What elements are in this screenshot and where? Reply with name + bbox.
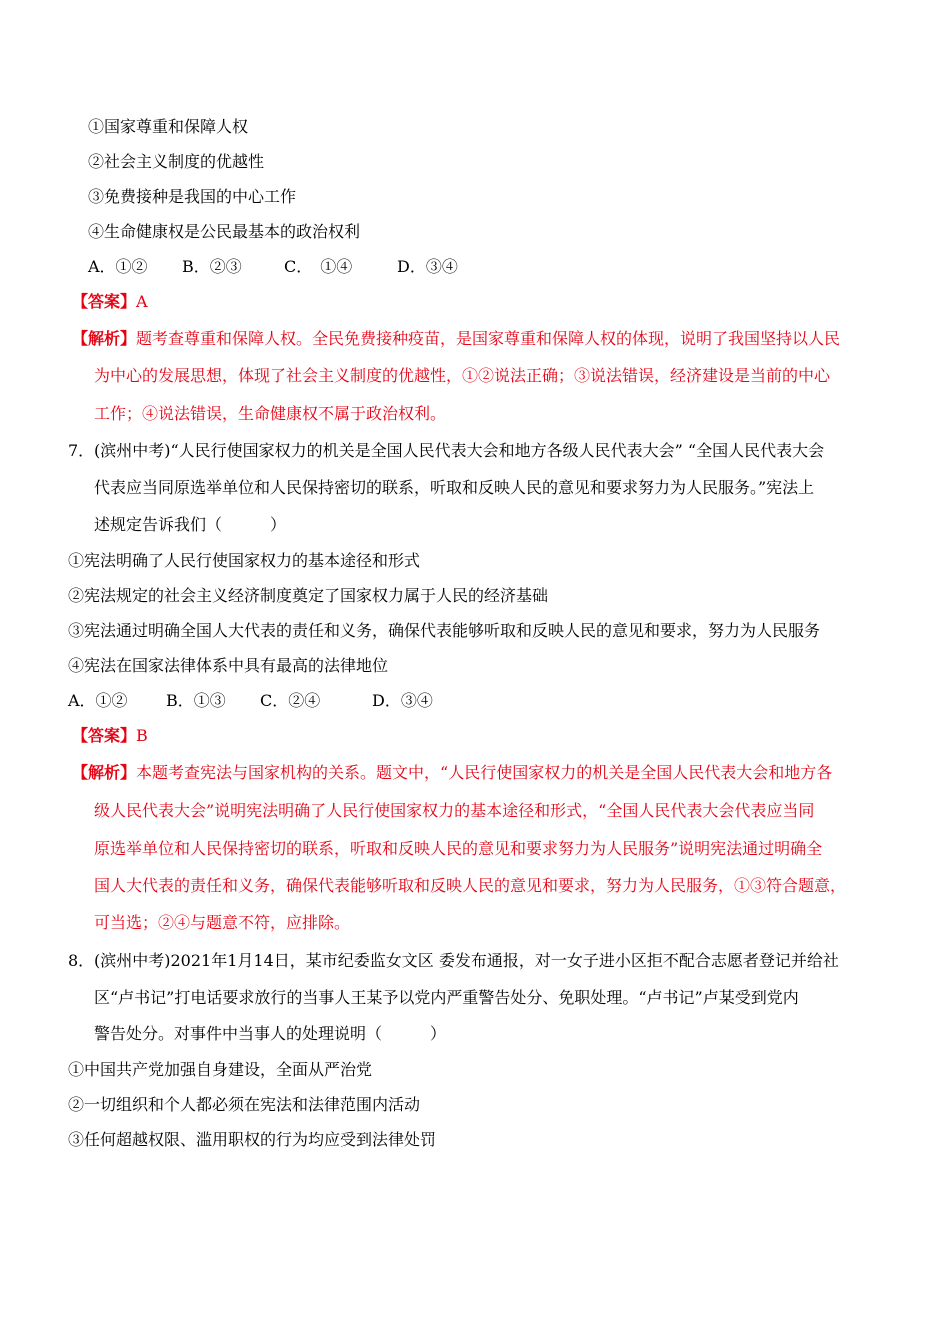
- q6-option-1: ①国家尊重和保障人权: [88, 117, 249, 136]
- q6-analysis-line-2: 为中心的发展思想，体现了社会主义制度的优越性，①②说法正确；③说法错误，经济建设是当前的中心: [94, 366, 831, 385]
- q7-choice-a: A．①②: [68, 691, 128, 710]
- q8-option-1: ①中国共产党加强自身建设，全面从严治党: [68, 1060, 373, 1079]
- q7-answer: [72, 725, 148, 747]
- q7-analysis-line-2: 级人民代表大会”说明宪法明确了人民行使国家权力的基本途径和形式，“全国人民代表大会代表应当同: [94, 801, 815, 820]
- q7-answer-label: 【答案】: [72, 726, 137, 745]
- q8-stem-line-3: 警告处分。对事件中当事人的处理说明（ ）: [94, 1024, 447, 1043]
- q7-number: 7．: [68, 441, 95, 460]
- q7-option-3: ③宪法通过明确全国人大代表的责任和义务，确保代表能够听取和反映人民的意见和要求，努力为人民服务: [68, 621, 821, 640]
- q6-option-2: ②社会主义制度的优越性: [88, 152, 265, 171]
- q7-choice-d: D．③④: [372, 691, 433, 710]
- q7-option-2: ②宪法规定的社会主义经济制度奠定了国家权力属于人民的经济基础: [68, 586, 549, 605]
- q8-option-2: ②一切组织和个人都必须在宪法和法律范围内活动: [68, 1095, 421, 1114]
- q7-analysis-line-1: [72, 762, 832, 784]
- q8-number: 8．: [68, 951, 95, 970]
- q7-analysis-line-4: 国人大代表的责任和义务，确保代表能够听取和反映人民的意见和要求，努力为人民服务，①③符合题意，: [94, 876, 847, 895]
- q6-option-4: ④生命健康权是公民最基本的政治权利: [88, 222, 361, 241]
- q6-analysis-line-3: 工作；④说法错误，生命健康权不属于政治权利。: [94, 404, 447, 423]
- q7-analysis-label: 【解析】: [72, 763, 137, 782]
- q7-stem-line-2: 代表应当同原选举单位和人民保持密切的联系，听取和反映人民的意见和要求努力为人民服务。”宪法上: [94, 478, 815, 497]
- q6-option-3: ③免费接种是我国的中心工作: [88, 187, 297, 206]
- q7-stem-line-3: 述规定告诉我们（ ）: [94, 515, 287, 534]
- q7-analysis-line-5: 可当选；②④与题意不符，应排除。: [94, 913, 351, 932]
- q6-choice-c: C． ①④: [284, 257, 353, 276]
- q6-answer: [72, 291, 148, 313]
- q7-answer-value: B: [136, 726, 148, 745]
- q6-answer-value: A: [136, 292, 148, 311]
- q7-choice-b: B．①③: [166, 691, 226, 710]
- q6-analysis-label: 【解析】: [72, 329, 137, 348]
- q8-option-3: ③任何超越权限、滥用职权的行为均应受到法律处罚: [68, 1130, 437, 1149]
- q7-choice-c: C．②④: [260, 691, 321, 710]
- q6-choice-d: D．③④: [397, 257, 458, 276]
- q8-stem-line-1: (滨州中考)2021年1月14日，某市纪委监女文区 委发布通报，对一女子进小区拒不配合志愿者登记并给社: [94, 951, 839, 970]
- q6-choice-a: A．①②: [88, 257, 148, 276]
- q7-stem-line-1: (滨州中考)“人民行使国家权力的机关是全国人民代表大会和地方各级人民代表大会” “全国人民代表大会: [94, 441, 825, 460]
- q6-answer-label: 【答案】: [72, 292, 137, 311]
- q7-analysis-text-1: 本题考查宪法与国家机构的关系。题文中，“人民行使国家权力的机关是全国人民代表大会和地方各: [136, 763, 833, 782]
- q6-analysis-line-1: [72, 328, 840, 350]
- q6-analysis-text-1: 题考查尊重和保障人权。全民免费接种疫苗，是国家尊重和保障人权的体现，说明了我国坚持以人民: [136, 329, 841, 348]
- q7-option-4: ④宪法在国家法律体系中具有最高的法律地位: [68, 656, 389, 675]
- q7-option-1: ①宪法明确了人民行使国家权力的基本途径和形式: [68, 551, 421, 570]
- q8-stem-line-2: 区“卢书记”打电话要求放行的当事人王某予以党内严重警告处分、免职处理。“卢书记”卢某受到党内: [94, 988, 799, 1007]
- q7-analysis-line-3: 原选举单位和人民保持密切的联系，听取和反映人民的意见和要求努力为人民服务”说明宪法通过明确全: [94, 839, 823, 858]
- q6-choice-b: B．②③: [182, 257, 242, 276]
